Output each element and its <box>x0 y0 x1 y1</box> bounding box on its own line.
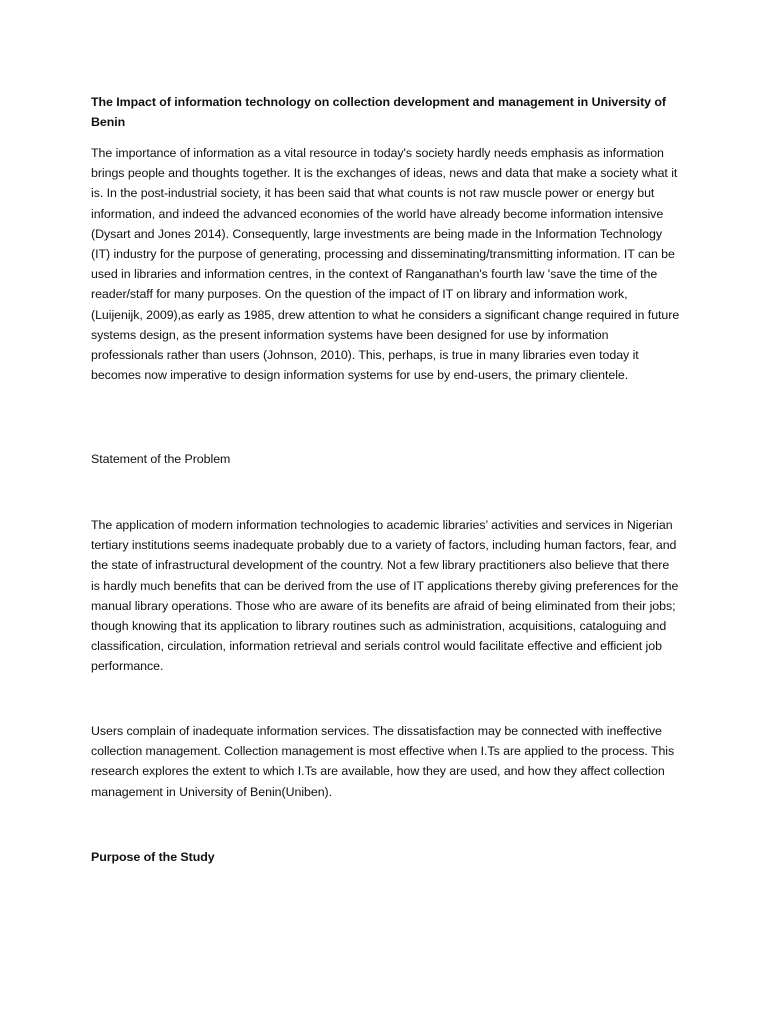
heading-statement-of-problem: Statement of the Problem <box>91 452 231 466</box>
heading-purpose-of-study: Purpose of the Study <box>91 850 215 864</box>
document-title: The Impact of information technology on collection development and management in University of Benin <box>91 95 666 129</box>
paragraph-problem: The application of modern information technologies to academic libraries’ activities and services in Nigerian tertiary institutions seems inadequate probably due to a variety of factors, including human factors, fear, and the state of infrastructural development of the country. Not a few library practitioners also believe that there is hardly much benefits that can be derived from the use of IT applications thereby giving preferences for the manual library operations. Those who are aware of its benefits are afraid of being eliminated from their jobs; though knowing that its application to library routines such as administration, acquisitions, cataloguing and classification, circulation, information retrieval and serials control would facilitate effective and efficient job performance. <box>91 518 679 674</box>
paragraph-users: Users complain of inadequate information services. The dissatisfaction may be connected with ineffective collection management. Collection management is most effective when I.Ts are applied to the process. This research explores the extent to which I.Ts are available, how they are used, and how they affect collection management in University of Benin(Uniben). <box>91 724 675 799</box>
paragraph-introduction: The importance of information as a vital resource in today's society hardly needs emphasis as information brings people and thoughts together. It is the exchanges of ideas, news and data that make a society what it is. In the post-industrial society, it has been said that what counts is not raw muscle power or energy but information, and indeed the advanced economies of the world have already become information intensive (Dysart and Jones 2014). Consequently, large investments are being made in the Information Technology (IT) industry for the purpose of generating, processing and disseminating/transmitting information. IT can be used in libraries and information centres, in the context of Ranganathan's fourth law 'save the time of the reader/staff for many purposes. On the question of the impact of IT on library and information work, (Luijenijk, 2009),as early as 1985, drew attention to what he considers a significant change required in future systems design, as the present information systems have been designed for use by information professionals rather than users (Johnson, 2010). This, perhaps, is true in many libraries even today it becomes now imperative to design information systems for use by end-users, the primary clientele. <box>91 146 680 383</box>
